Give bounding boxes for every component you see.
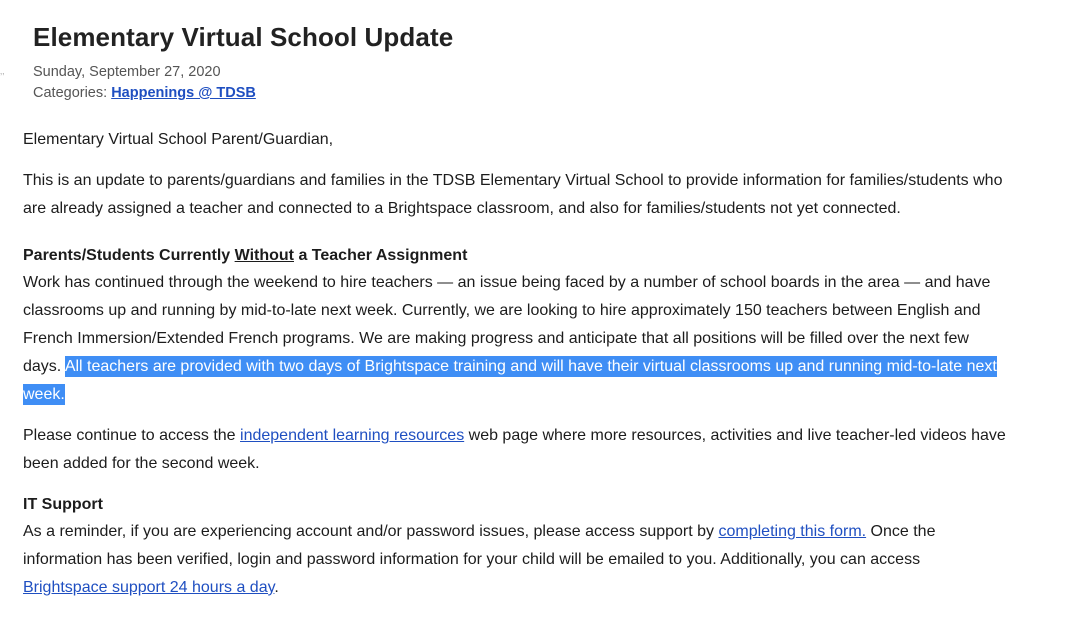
selected-text-highlight[interactable]: All teachers are provided with two days of Brightspace training and will have their virtual classrooms up and running mid-to-late next week.: [23, 358, 997, 403]
independent-learning-resources-link[interactable]: independent learning resources: [240, 427, 465, 444]
heading-part: a Teacher Assignment: [294, 247, 468, 264]
post-date: Sunday, September 27, 2020: [33, 64, 221, 80]
section-heading-it-support: IT Support: [23, 496, 103, 513]
categories-line: [33, 83, 1053, 104]
it-support-text: .: [274, 579, 279, 596]
it-support-text: As a reminder, if you are experiencing account and/or password issues, please access support by: [23, 523, 719, 540]
category-link-happenings[interactable]: Happenings @ TDSB: [111, 85, 256, 101]
page-title: Elementary Virtual School Update: [33, 22, 454, 52]
article-body: [23, 126, 1008, 602]
heading-part: Parents/Students Currently: [23, 247, 235, 264]
article-header: [33, 20, 1053, 104]
greeting: Elementary Virtual School Parent/Guardian,: [23, 131, 334, 148]
hiring-text: Work has continued through the weekend to hire teachers — an issue being faced by a number of school boards in the area — and have classrooms up and running by mid-to-late next week. Currently, we are looking to hire approximately 150 teachers between English and French Immersion/Extended French programs. We are making progress and anticipate that all positions will be filled over the next few days.: [23, 274, 991, 375]
resources-text-after: web page where more resources, activities and live teacher-led videos have been added for the second week.: [23, 427, 1006, 472]
categories-label: Categories:: [33, 85, 112, 101]
resources-text-before: Please continue to access the: [23, 427, 241, 444]
resources-paragraph: [23, 422, 1008, 478]
completing-form-link[interactable]: completing this form.: [718, 523, 867, 540]
it-support-text: Once the information has been verified, login and password information for your child will be emailed to you. Additionally, you can access: [23, 523, 936, 568]
hiring-paragraph: [23, 269, 1008, 409]
heading-emphasis-without: Without: [234, 247, 294, 264]
intro-paragraph: This is an update to parents/guardians and families in the TDSB Elementary Virtual School to provide information for families/students who are already assigned a teacher and connected to a Brightspace classroom, and also for families/students not yet connected.: [23, 172, 1003, 217]
section-heading-without-teacher: [23, 242, 1008, 269]
edge-mark: ‚‚: [0, 66, 5, 77]
brightspace-support-link[interactable]: Brightspace support 24 hours a day: [23, 579, 275, 596]
it-support-paragraph: [23, 518, 1008, 602]
